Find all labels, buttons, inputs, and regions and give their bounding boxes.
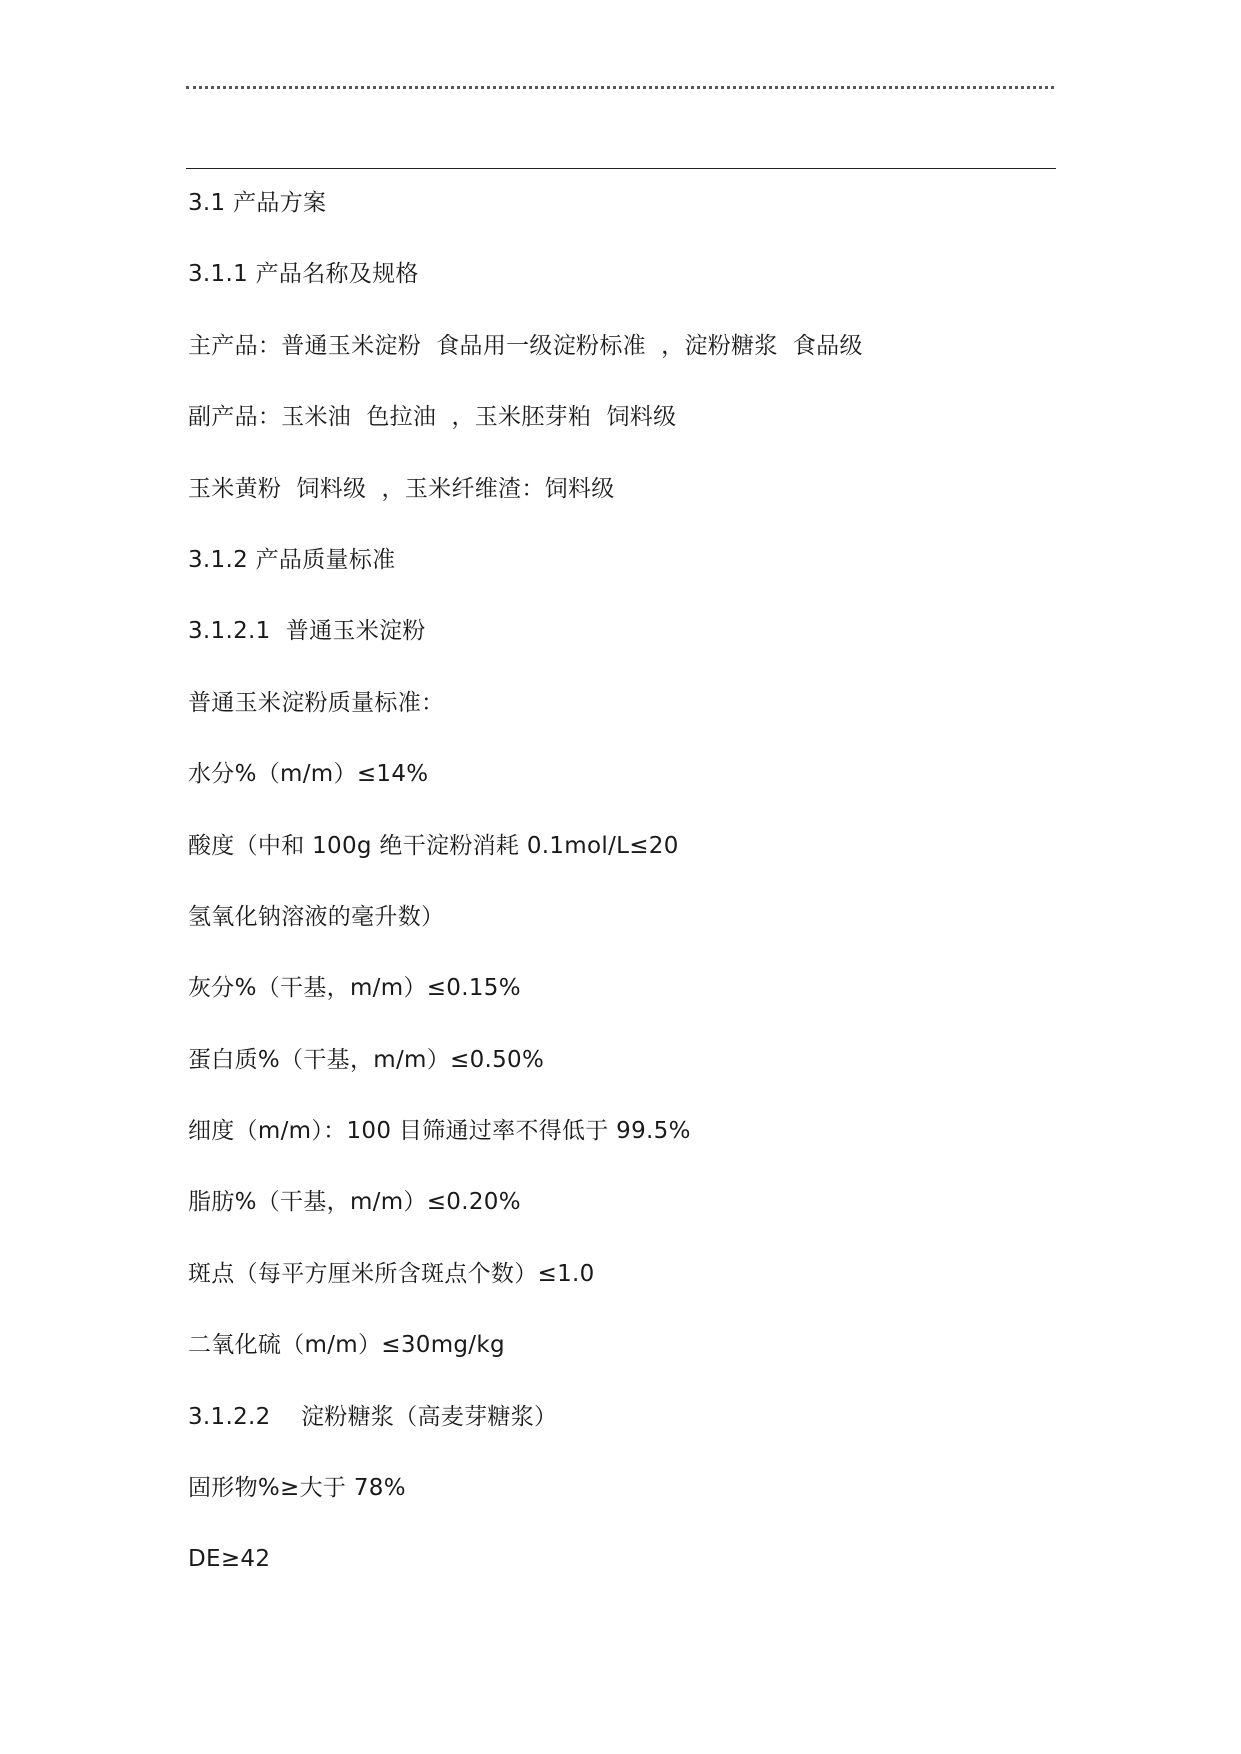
document-body (188, 189, 1068, 1617)
spec-spots: 斑点（每平方厘米所含斑点个数）≤1.0 (188, 1260, 595, 1287)
spec-fineness: 细度（m/m）：100 目筛通过率不得低于 99.5% (188, 1118, 691, 1145)
text-line-main-products: 主产品：普通玉米淀粉 食品用一级淀粉标准 ，淀粉糖浆 食品级 (188, 332, 863, 359)
section-heading-3-1-2-1: 3.1.2.1 普通玉米淀粉 (188, 618, 426, 645)
text-line-by-products-2: 玉米黄粉 饲料级 ，玉米纤维渣：饲料级 (188, 475, 615, 502)
spec-protein: 蛋白质%（干基，m/m）≤0.50% (188, 1046, 545, 1073)
section-heading-3-1-1: 3.1.1 产品名称及规格 (188, 261, 419, 288)
text-line-by-products: 副产品：玉米油 色拉油 ，玉米胚芽粕 饲料级 (188, 404, 677, 431)
section-heading-3-1: 3.1 产品方案 (188, 190, 327, 216)
section-heading-3-1-2-2: 3.1.2.2 淀粉糖浆（高麦芽糖浆） (188, 1403, 558, 1430)
spec-solids: 固形物%≥大于 78% (188, 1475, 406, 1502)
header-dotted-line (186, 86, 1054, 89)
spec-acidity-continued: 氢氧化钠溶液的毫升数） (188, 903, 445, 930)
spec-de: DE≥42 (188, 1546, 271, 1573)
spec-acidity: 酸度（中和 100g 绝干淀粉消耗 0.1mol/L≤20 (188, 832, 679, 859)
spec-moisture: 水分%（m/m）≤14% (188, 761, 429, 788)
text-line-standard-intro: 普通玉米淀粉质量标准： (188, 689, 445, 716)
spec-ash: 灰分%（干基，m/m）≤0.15% (188, 975, 521, 1002)
header-rule (186, 168, 1056, 169)
section-heading-3-1-2: 3.1.2 产品质量标准 (188, 546, 396, 573)
spec-fat: 脂肪%（干基，m/m）≤0.20% (188, 1189, 521, 1216)
spec-sulfur-dioxide: 二氧化硫（m/m）≤30mg/kg (188, 1332, 505, 1359)
